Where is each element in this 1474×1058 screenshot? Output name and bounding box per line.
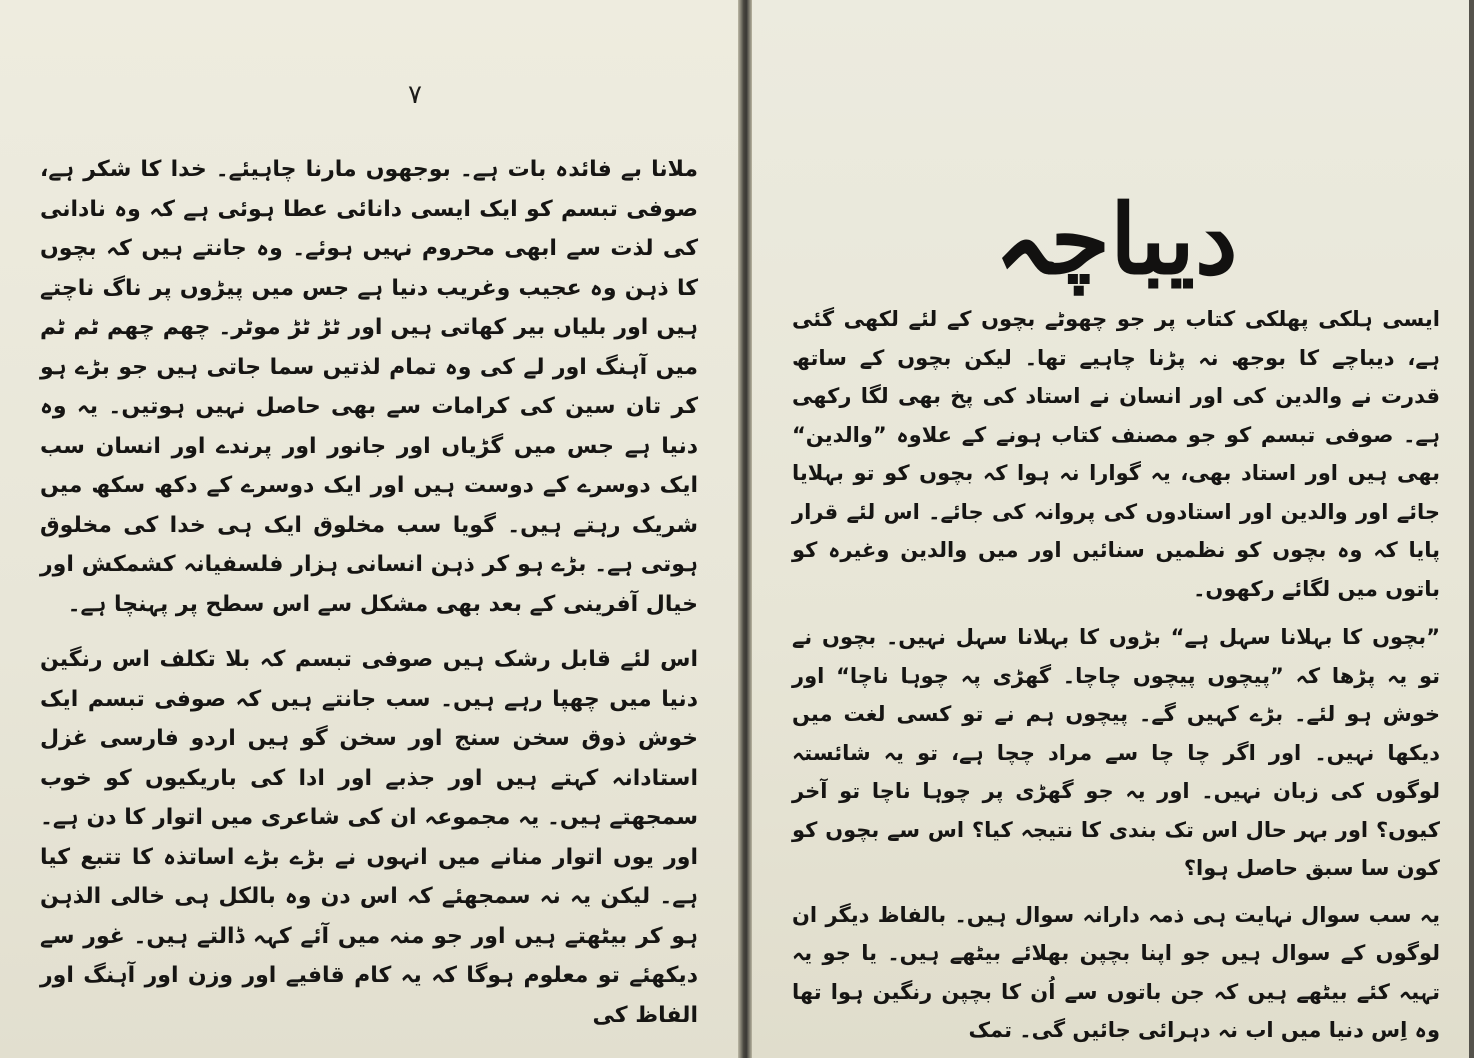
left-paragraph-2: اس لئے قابل رشک ہیں صوفی تبسم کہ بلا تکلف اس رنگین دنیا میں چھپا رہے ہیں۔ سب جانتے ہیں کہ صوفی تبسم ایک خوش ذوق سخن سنج اور سخن گو ہیں اردو فارسی غزل استادانہ کہتے ہیں اور جذبے اور ادا کی باریکیوں کو خوب سمجھتے ہیں۔ یہ مجموعہ ان کی شاعری میں اتوار کا دن ہے۔ اور یوں اتوار منانے میں انہوں نے بڑے بڑے اساتذہ کا تتبع کیا ہے۔ لیکن یہ نہ سمجھئے کہ اس دن وہ بالکل ہی خالی الذہن ہو کر بیٹھتے ہیں اور جو منہ میں آئے کہہ ڈالتے ہیں۔ غور سے دیکھئے تو معلوم ہوگا کہ یہ کام قافیے اور وزن اور آہنگ اور الفاظ کی <box>40 647 698 1028</box>
right-paragraph-2: ”بچوں کا بہلانا سہل ہے“ بڑوں کا بہلانا سہل نہیں۔ بچوں نے تو یہ پڑھا کہ ”پیچوں پیچوں چاچا۔ گھڑی پہ چوہا ناچا“ اور خوش ہو لئے۔ بڑے کہیں گے۔ پیچوں ہم نے تو کسی لغت میں دیکھا نہیں۔ اور اگر چا چا سے مراد چچا ہے، تو یہ شائستہ لوگوں کی زبان نہیں۔ اور یہ جو گھڑی پر چوہا ناچا تو آخر کیوں؟ اور بہر حال اس تک بندی کا نتیجہ کیا؟ اس سے بچوں کو کون سا سبق حاصل ہوا؟ <box>792 625 1440 880</box>
chapter-title: دیباچہ <box>994 183 1238 296</box>
right-page-text <box>792 300 1440 1050</box>
left-page-text <box>40 150 698 1035</box>
left-paragraph-1: ملانا بے فائدہ بات ہے۔ بوجھوں مارنا چاہیئے۔ خدا کا شکر ہے، صوفی تبسم کو ایک ایسی دانائی عطا ہوئی ہے کہ وہ نادانی کی لذت سے ابھی محروم نہیں ہوئے۔ وہ جانتے ہیں کہ بچوں کا ذہن وہ عجیب وغریب دنیا ہے جس میں پیڑوں پر ناگ ناچتے ہیں اور بلیاں بیر کھاتی ہیں اور ٹڑ ٹڑ موٹر۔ چھم چھم ٹم ٹم میں آہنگ اور لے کی وہ تمام لذتیں سما جاتی ہیں جو بڑے ہو کر تان سین کی کرامات سے بھی حاصل نہیں ہوتیں۔ یہ وہ دنیا ہے جس میں گڑیاں اور جانور اور پرندے اور انسان سب ایک دوسرے کے دوست ہیں اور ایک دوسرے کے دکھ سکھ میں شریک رہتے ہیں۔ گویا سب مخلوق ایک ہی خدا کی مخلوق ہوتی ہے۔ بڑے ہو کر ذہن انسانی ہزار فلسفیانہ کشمکش اور خیال آفرینی کے بعد بھی مشکل سے اس سطح پر پہنچا ہے۔ <box>40 157 698 617</box>
book-gutter <box>738 0 752 1058</box>
right-paragraph-1: ایسی ہلکی پھلکی کتاب پر جو چھوٹے بچوں کے لئے لکھی گئی ہے، دیباچے کا بوجھ نہ پڑنا چاہیے تھا۔ لیکن بچوں کے ساتھ قدرت نے والدین کی اور انسان نے استاد کی پخ بھی لگا رکھی ہے۔ صوفی تبسم کو جو مصنف کتاب ہونے کے علاوہ ”والدین“ بھی ہیں اور استاد بھی، یہ گوارا نہ ہوا کہ بچوں کو تو بہلایا جائے اور والدین اور استادوں کی پروانہ کی جائے۔ اس لئے قرار پایا کہ وہ بچوں کو نظمیں سنائیں اور میں والدین وغیرہ کو باتوں میں لگائے رکھوں۔ <box>792 307 1440 601</box>
page-edge-right <box>1469 0 1474 1058</box>
page-number: ۷ <box>408 80 422 110</box>
right-paragraph-3: یہ سب سوال نہایت ہی ذمہ دارانہ سوال ہیں۔ بالفاظ دیگر ان لوگوں کے سوال ہیں جو اپنا بچپن بھلائے بیٹھے ہیں۔ یا جو یہ تہیہ کئے بیٹھے ہیں کہ جن باتوں سے اُن کا بچپن رنگین ہوا تھا وہ اِس دنیا میں اب نہ دہرائی جائیں گی۔ تمک <box>792 902 1440 1042</box>
